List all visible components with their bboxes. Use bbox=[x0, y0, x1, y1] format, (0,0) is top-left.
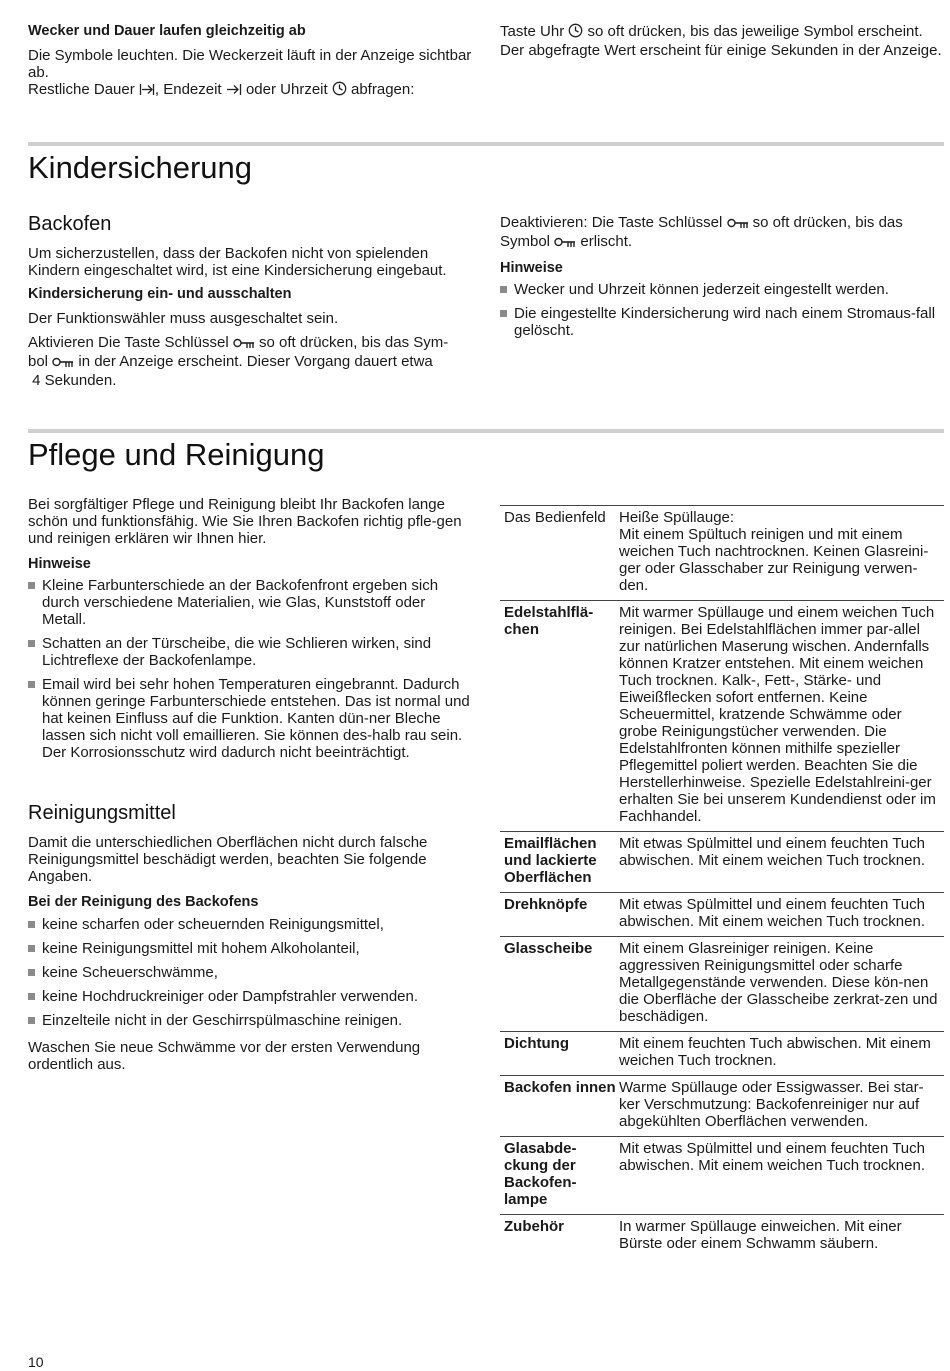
table-row bbox=[500, 1137, 944, 1215]
kinder-right-block bbox=[500, 214, 944, 339]
top-right-p2: Der abgefragte Wert erscheint für einige Sekunden in der Anzeige. bbox=[500, 42, 942, 59]
text-fragment: Restliche Dauer bbox=[28, 81, 135, 98]
table-cell-text: Mit einem feuchten Tuch abwischen. Mit einem weichen Tuch trocknen. bbox=[619, 1032, 944, 1076]
key-icon bbox=[554, 235, 576, 252]
kinder-activate bbox=[28, 334, 472, 389]
text-fragment: , Endezeit bbox=[154, 81, 222, 98]
list-item: keine scharfen oder scheuernden Reinigungsmittel, bbox=[28, 916, 472, 933]
table-row bbox=[500, 937, 944, 1032]
mittel-block bbox=[28, 834, 472, 1073]
subsection-title-backofen: Backofen bbox=[28, 213, 112, 235]
text-fragment: abfragen: bbox=[351, 81, 415, 98]
list-item: Email wird bei sehr hohen Temperaturen eingebrannt. Dadurch können geringe Farbunterschiede entstehen. Das ist normal und hat keinen Einfluss auf die Funktion. Kanten dün-ner Bleche lassen sich nicht voll emaillieren. Sie können des-halb rau sein. Der Korrosionsschutz wird dadurch nicht beeinträchtigt. bbox=[28, 676, 472, 761]
key-icon bbox=[233, 336, 255, 353]
top-left-p2 bbox=[28, 81, 472, 100]
table-row bbox=[500, 1032, 944, 1076]
section-divider bbox=[28, 142, 944, 146]
duration-icon bbox=[139, 83, 155, 100]
table-cell-label: Glasscheibe bbox=[500, 937, 619, 1032]
text-fragment: Taste Uhr bbox=[500, 23, 565, 40]
top-left-heading: Wecker und Dauer laufen gleichzeitig ab bbox=[28, 23, 306, 39]
mittel-outro: Waschen Sie neue Schwämme vor der ersten Verwendung ordentlich aus. bbox=[28, 1039, 421, 1073]
kinder-switch-heading: Kindersicherung ein- und ausschalten bbox=[28, 286, 292, 302]
table-cell-label: Dichtung bbox=[500, 1032, 619, 1076]
table-cell-text: Mit etwas Spülmittel und einem feuchten Tuch abwischen. Mit einem weichen Tuch trocknen. bbox=[619, 832, 944, 893]
text-fragment: Symbol bbox=[500, 233, 551, 250]
clock-icon bbox=[568, 23, 583, 42]
text-fragment: Deaktivieren: Die Taste Schlüssel bbox=[500, 214, 723, 231]
mittel-heading: Bei der Reinigung des Backofens bbox=[28, 894, 259, 910]
list-item: keine Hochdruckreiniger oder Dampfstrahler verwenden. bbox=[28, 988, 472, 1005]
list-item: Die eingestellte Kindersicherung wird nach einem Stromaus-fall gelöscht. bbox=[500, 305, 944, 339]
key-icon bbox=[52, 355, 74, 372]
mittel-list bbox=[28, 916, 472, 1029]
table-cell-label: Glasabde-ckung der Backofen-lampe bbox=[500, 1137, 619, 1215]
kinder-deactivate bbox=[500, 214, 944, 252]
table-row bbox=[500, 1076, 944, 1137]
table-row bbox=[500, 893, 944, 937]
section-divider bbox=[28, 429, 944, 433]
text-fragment: 4 Sekunden. bbox=[32, 372, 117, 389]
table-cell-text: Mit etwas Spülmittel und einem feuchten Tuch abwischen. Mit einem weichen Tuch trocknen. bbox=[619, 893, 944, 937]
kinder-left-block bbox=[28, 245, 472, 389]
section-title-pflege: Pflege und Reinigung bbox=[28, 437, 325, 472]
table-cell-label: Drehknöpfe bbox=[500, 893, 619, 937]
table-cell-text: Heiße Spüllauge: Mit einem Spültuch reinigen und mit einem weichen Tuch nachtrocknen. Keinen Glasreini-ger oder Glasschaber zur Reinigung verwen-den. bbox=[619, 506, 944, 601]
clock-icon bbox=[332, 81, 347, 100]
text-fragment: so oft drücken, bis das bbox=[752, 214, 903, 231]
table-cell-text: In warmer Spüllauge einweichen. Mit einer Bürste oder einem Schwamm säubern. bbox=[619, 1215, 944, 1259]
top-right-p1 bbox=[500, 23, 944, 42]
pflege-intro: Bei sorgfältiger Pflege und Reinigung bleibt Ihr Backofen lange schön und funktionsfähig. Wie Sie Ihren Backofen richtig pfle-gen und reinigen erklären wir Ihnen hier. bbox=[28, 496, 462, 547]
table-cell-label: Emailflächen und lackierte Oberflächen bbox=[500, 832, 619, 893]
top-left-block bbox=[28, 23, 472, 100]
text-fragment: so oft drücken, bis das Sym- bbox=[259, 334, 449, 351]
text-fragment: erlischt. bbox=[580, 233, 633, 250]
table-cell-text: Mit warmer Spüllauge und einem weichen Tuch reinigen. Bei Edelstahlflächen immer par-allel zur natürlichen Maserung wischen. Andernfalls können Kratzer entstehen. Mit einem weichen Tuch trocknen. Kalk-, Fett-, Stärke- und Eiweißflecken sofort entfernen. Keine Scheuermittel, kratzende Schwämme oder grobe Reinigungstücher verwenden. Die Edelstahlfronten können mithilfe spezieller Pflegemittel poliert werden. Beachten Sie die Herstellerhinweise. Spezielle Edelstahlreini-ger erhalten Sie bei unserem Kundendienst oder im Fachhandel. bbox=[619, 601, 944, 832]
table-row bbox=[500, 832, 944, 893]
list-item: Wecker und Uhrzeit können jederzeit eingestellt werden. bbox=[500, 281, 944, 298]
text-fragment: oder Uhrzeit bbox=[245, 81, 328, 98]
table-cell-label: Das Bedienfeld bbox=[500, 506, 619, 601]
table-cell-label: Zubehör bbox=[500, 1215, 619, 1259]
pflege-notes-list bbox=[28, 577, 472, 761]
pflege-left-block bbox=[28, 496, 472, 761]
kinder-intro: Um sicherzustellen, dass der Backofen nicht von spielenden Kindern eingeschaltet wird, ist eine Kindersicherung eingebaut. bbox=[28, 245, 447, 279]
page-number: 10 bbox=[28, 1354, 44, 1370]
top-right-block bbox=[500, 23, 944, 59]
kinder-notes-list bbox=[500, 281, 944, 339]
text-fragment: so oft drücken, bis das jeweilige Symbol erscheint. bbox=[587, 23, 923, 40]
table-cell-label: Backofen innen bbox=[500, 1076, 619, 1137]
kinder-switch-p1: Der Funktionswähler muss ausgeschaltet sein. bbox=[28, 310, 339, 327]
text-fragment: in der Anzeige erscheint. Dieser Vorgang dauert etwa bbox=[78, 353, 433, 370]
cleaning-table-wrap bbox=[500, 505, 944, 1258]
text-fragment: Aktivieren Die Taste Schlüssel bbox=[28, 334, 229, 351]
table-cell-text: Mit etwas Spülmittel und einem feuchten Tuch abwischen. Mit einem weichen Tuch trocknen. bbox=[619, 1137, 944, 1215]
table-cell-text: Warme Spüllauge oder Essigwasser. Bei star-ker Verschmutzung: Backofenreiniger nur auf abgekühlten Oberflächen verwenden. bbox=[619, 1076, 944, 1137]
table-cell-text: Mit einem Glasreiniger reinigen. Keine aggressiven Reinigungsmittel oder scharfe Metallgegenstände verwenden. Diese kön-nen die Oberfläche der Glasscheibe zerkrat-zen und beschädigen. bbox=[619, 937, 944, 1032]
kinder-notes-heading: Hinweise bbox=[500, 260, 563, 276]
pflege-notes-heading: Hinweise bbox=[28, 556, 91, 572]
mittel-intro: Damit die unterschiedlichen Oberflächen nicht durch falsche Reinigungsmittel beschädigt werden, beachten Sie folgende Angaben. bbox=[28, 834, 428, 885]
section-title-kindersicherung: Kindersicherung bbox=[28, 150, 253, 185]
table-row bbox=[500, 506, 944, 601]
top-left-p1: Die Symbole leuchten. Die Weckerzeit läuft in der Anzeige sichtbar ab. bbox=[28, 47, 472, 81]
endtime-icon bbox=[226, 83, 242, 100]
list-item: Kleine Farbunterschiede an der Backofenfront ergeben sich durch verschiedene Materialien, wie Glas, Kunststoff oder Metall. bbox=[28, 577, 472, 628]
table-cell-label: Edelstahlflä-chen bbox=[500, 601, 619, 832]
cleaning-table bbox=[500, 505, 944, 1258]
list-item: keine Reinigungsmittel mit hohem Alkoholanteil, bbox=[28, 940, 472, 957]
table-row bbox=[500, 1215, 944, 1259]
key-icon bbox=[727, 216, 749, 233]
list-item: Einzelteile nicht in der Geschirrspülmaschine reinigen. bbox=[28, 1012, 472, 1029]
table-row bbox=[500, 601, 944, 832]
list-item: Schatten an der Türscheibe, die wie Schlieren wirken, sind Lichtreflexe der Backofenlampe. bbox=[28, 635, 472, 669]
subsection-title-reinigungsmittel: Reinigungsmittel bbox=[28, 802, 176, 824]
text-fragment: bol bbox=[28, 353, 49, 370]
list-item: keine Scheuerschwämme, bbox=[28, 964, 472, 981]
